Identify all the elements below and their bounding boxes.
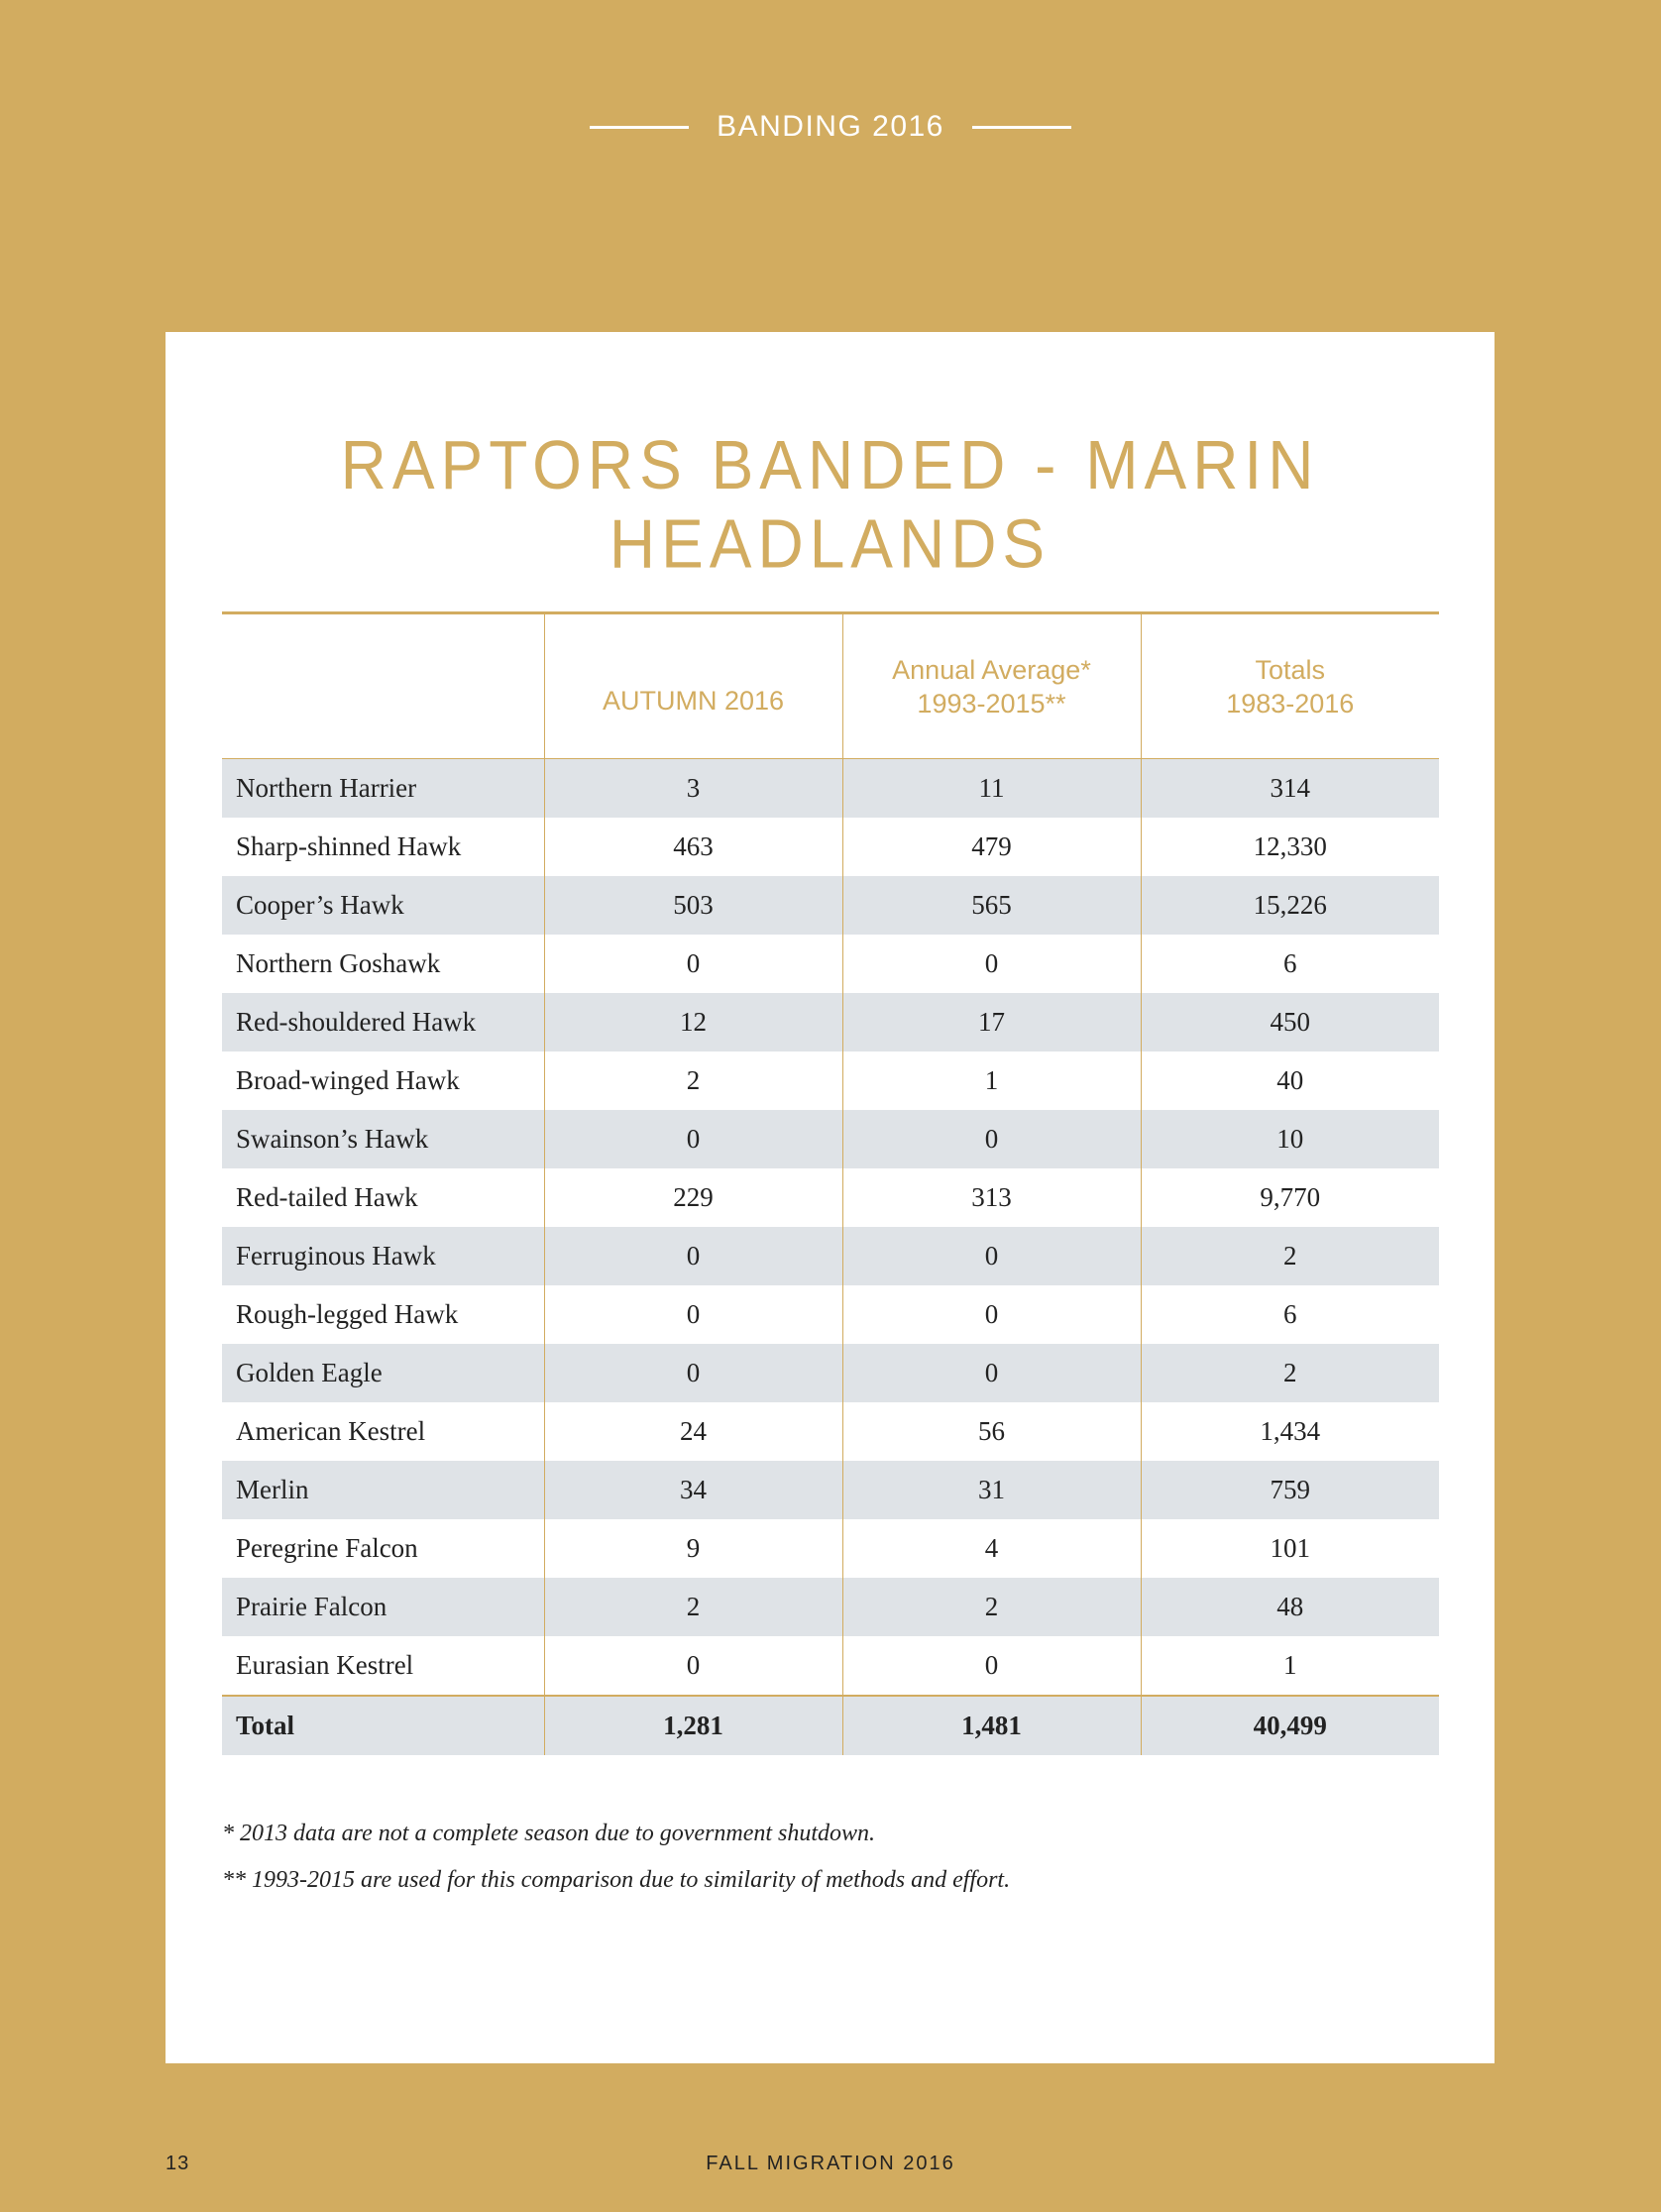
species-cell: Swainson’s Hawk xyxy=(222,1110,544,1168)
table-row xyxy=(222,1285,1439,1344)
totals-cell: 15,226 xyxy=(1141,876,1439,935)
page-number: 13 xyxy=(166,2153,190,2174)
page-title: RAPTORS BANDED - MARIN HEADLANDS xyxy=(340,426,1320,583)
annual-average-cell: 0 xyxy=(842,935,1141,993)
totals-cell: 101 xyxy=(1141,1519,1439,1578)
totals-cell: 10 xyxy=(1141,1110,1439,1168)
species-cell: Eurasian Kestrel xyxy=(236,1650,414,1680)
total-totals-cell: 40,499 xyxy=(1141,1696,1439,1755)
raptor-table-container xyxy=(222,611,1439,1755)
publication-title: FALL MIGRATION 2016 xyxy=(706,2153,955,2174)
section-header-label: BANDING 2016 xyxy=(717,110,944,143)
header-line: AUTUMN 2016 xyxy=(602,685,785,716)
annual-average-cell: 1 xyxy=(842,1051,1141,1110)
annual-average-cell: 2 xyxy=(842,1578,1141,1636)
autumn-2016-cell: 503 xyxy=(544,876,842,935)
section-header xyxy=(0,105,1661,149)
species-cell: Northern Harrier xyxy=(222,759,544,819)
header-totals xyxy=(1141,613,1439,759)
annual-average-cell: 479 xyxy=(842,818,1141,876)
autumn-2016-cell: 12 xyxy=(544,993,842,1051)
content-panel xyxy=(166,332,1495,2063)
raptor-table xyxy=(222,611,1439,1755)
species-cell: Cooper’s Hawk xyxy=(222,876,544,935)
total-row xyxy=(222,1696,1439,1755)
autumn-2016-cell: 0 xyxy=(544,1344,842,1402)
header-species xyxy=(222,613,544,759)
autumn-2016-cell: 9 xyxy=(544,1519,842,1578)
species-cell: Red-shouldered Hawk xyxy=(222,993,544,1051)
table-row xyxy=(222,935,1439,993)
autumn-2016-cell: 0 xyxy=(544,1227,842,1285)
species-cell: Broad-winged Hawk xyxy=(236,1065,460,1095)
table-row xyxy=(222,1051,1439,1110)
table-row xyxy=(222,818,1439,876)
table-row xyxy=(222,1519,1439,1578)
table-row xyxy=(222,1402,1439,1461)
autumn-2016-cell: 3 xyxy=(544,759,842,819)
totals-cell: 1 xyxy=(1141,1636,1439,1696)
annual-average-cell: 313 xyxy=(842,1168,1141,1227)
totals-cell: 6 xyxy=(1141,935,1439,993)
autumn-2016-cell: 0 xyxy=(544,1110,842,1168)
table-header-row xyxy=(222,613,1439,759)
table-row xyxy=(222,1344,1439,1402)
total-autumn-2016-cell: 1,281 xyxy=(544,1696,842,1755)
header-rule-right xyxy=(972,126,1071,129)
autumn-2016-cell: 0 xyxy=(544,1285,842,1344)
annual-average-cell: 565 xyxy=(842,876,1141,935)
autumn-2016-cell: 2 xyxy=(544,1578,842,1636)
annual-average-cell: 0 xyxy=(842,1110,1141,1168)
table-body xyxy=(222,759,1439,1756)
annual-average-cell: 0 xyxy=(842,1344,1141,1402)
table-row xyxy=(222,876,1439,935)
autumn-2016-cell: 34 xyxy=(544,1461,842,1519)
autumn-2016-cell: 463 xyxy=(544,818,842,876)
annual-average-cell: 31 xyxy=(842,1461,1141,1519)
totals-cell: 450 xyxy=(1141,993,1439,1051)
footnote: ** 1993-2015 are used for this comparison due to similarity of methods and effort. xyxy=(222,1867,1011,1893)
table-row xyxy=(222,1578,1439,1636)
table-row xyxy=(222,1636,1439,1696)
table-row xyxy=(222,1227,1439,1285)
annual-average-cell: 11 xyxy=(842,759,1141,819)
totals-cell: 12,330 xyxy=(1141,818,1439,876)
header-autumn-2016 xyxy=(544,613,842,759)
table-row xyxy=(222,759,1439,819)
autumn-2016-cell: 229 xyxy=(544,1168,842,1227)
table-row xyxy=(222,993,1439,1051)
species-cell: Peregrine Falcon xyxy=(236,1533,418,1563)
header-line: Totals xyxy=(1255,654,1326,685)
total-annual-average-cell: 1,481 xyxy=(842,1696,1141,1755)
annual-average-cell: 0 xyxy=(842,1227,1141,1285)
autumn-2016-cell: 24 xyxy=(544,1402,842,1461)
species-cell: Prairie Falcon xyxy=(222,1578,544,1636)
species-cell: Red-tailed Hawk xyxy=(236,1182,418,1212)
species-cell: Northern Goshawk xyxy=(236,948,441,978)
footnote: * 2013 data are not a complete season due to government shutdown. xyxy=(222,1821,876,1846)
header-line: 1993-2015** xyxy=(917,688,1066,719)
totals-cell: 6 xyxy=(1141,1285,1439,1344)
totals-cell: 759 xyxy=(1141,1461,1439,1519)
autumn-2016-cell: 2 xyxy=(544,1051,842,1110)
species-cell: Merlin xyxy=(222,1461,544,1519)
species-cell: Sharp-shinned Hawk xyxy=(236,831,462,861)
header-rule-left xyxy=(590,126,689,129)
footnotes xyxy=(222,1821,1411,1914)
total-species-cell: Total xyxy=(222,1696,544,1755)
header-annual-average xyxy=(842,613,1141,759)
table-row xyxy=(222,1110,1439,1168)
header-line: Annual Average* xyxy=(892,654,1091,685)
header-line: 1983-2016 xyxy=(1226,688,1355,719)
totals-cell: 9,770 xyxy=(1141,1168,1439,1227)
annual-average-cell: 0 xyxy=(842,1285,1141,1344)
table-row xyxy=(222,1461,1439,1519)
species-cell: Ferruginous Hawk xyxy=(222,1227,544,1285)
table-row xyxy=(222,1168,1439,1227)
species-cell: Golden Eagle xyxy=(222,1344,544,1402)
totals-cell: 48 xyxy=(1141,1578,1439,1636)
totals-cell: 1,434 xyxy=(1141,1402,1439,1461)
annual-average-cell: 4 xyxy=(842,1519,1141,1578)
autumn-2016-cell: 0 xyxy=(544,935,842,993)
species-cell: American Kestrel xyxy=(236,1416,426,1446)
totals-cell: 314 xyxy=(1141,759,1439,819)
autumn-2016-cell: 0 xyxy=(544,1636,842,1696)
annual-average-cell: 17 xyxy=(842,993,1141,1051)
species-cell: Rough-legged Hawk xyxy=(236,1299,459,1329)
totals-cell: 2 xyxy=(1141,1227,1439,1285)
annual-average-cell: 56 xyxy=(842,1402,1141,1461)
annual-average-cell: 0 xyxy=(842,1636,1141,1696)
totals-cell: 2 xyxy=(1141,1344,1439,1402)
totals-cell: 40 xyxy=(1141,1051,1439,1110)
